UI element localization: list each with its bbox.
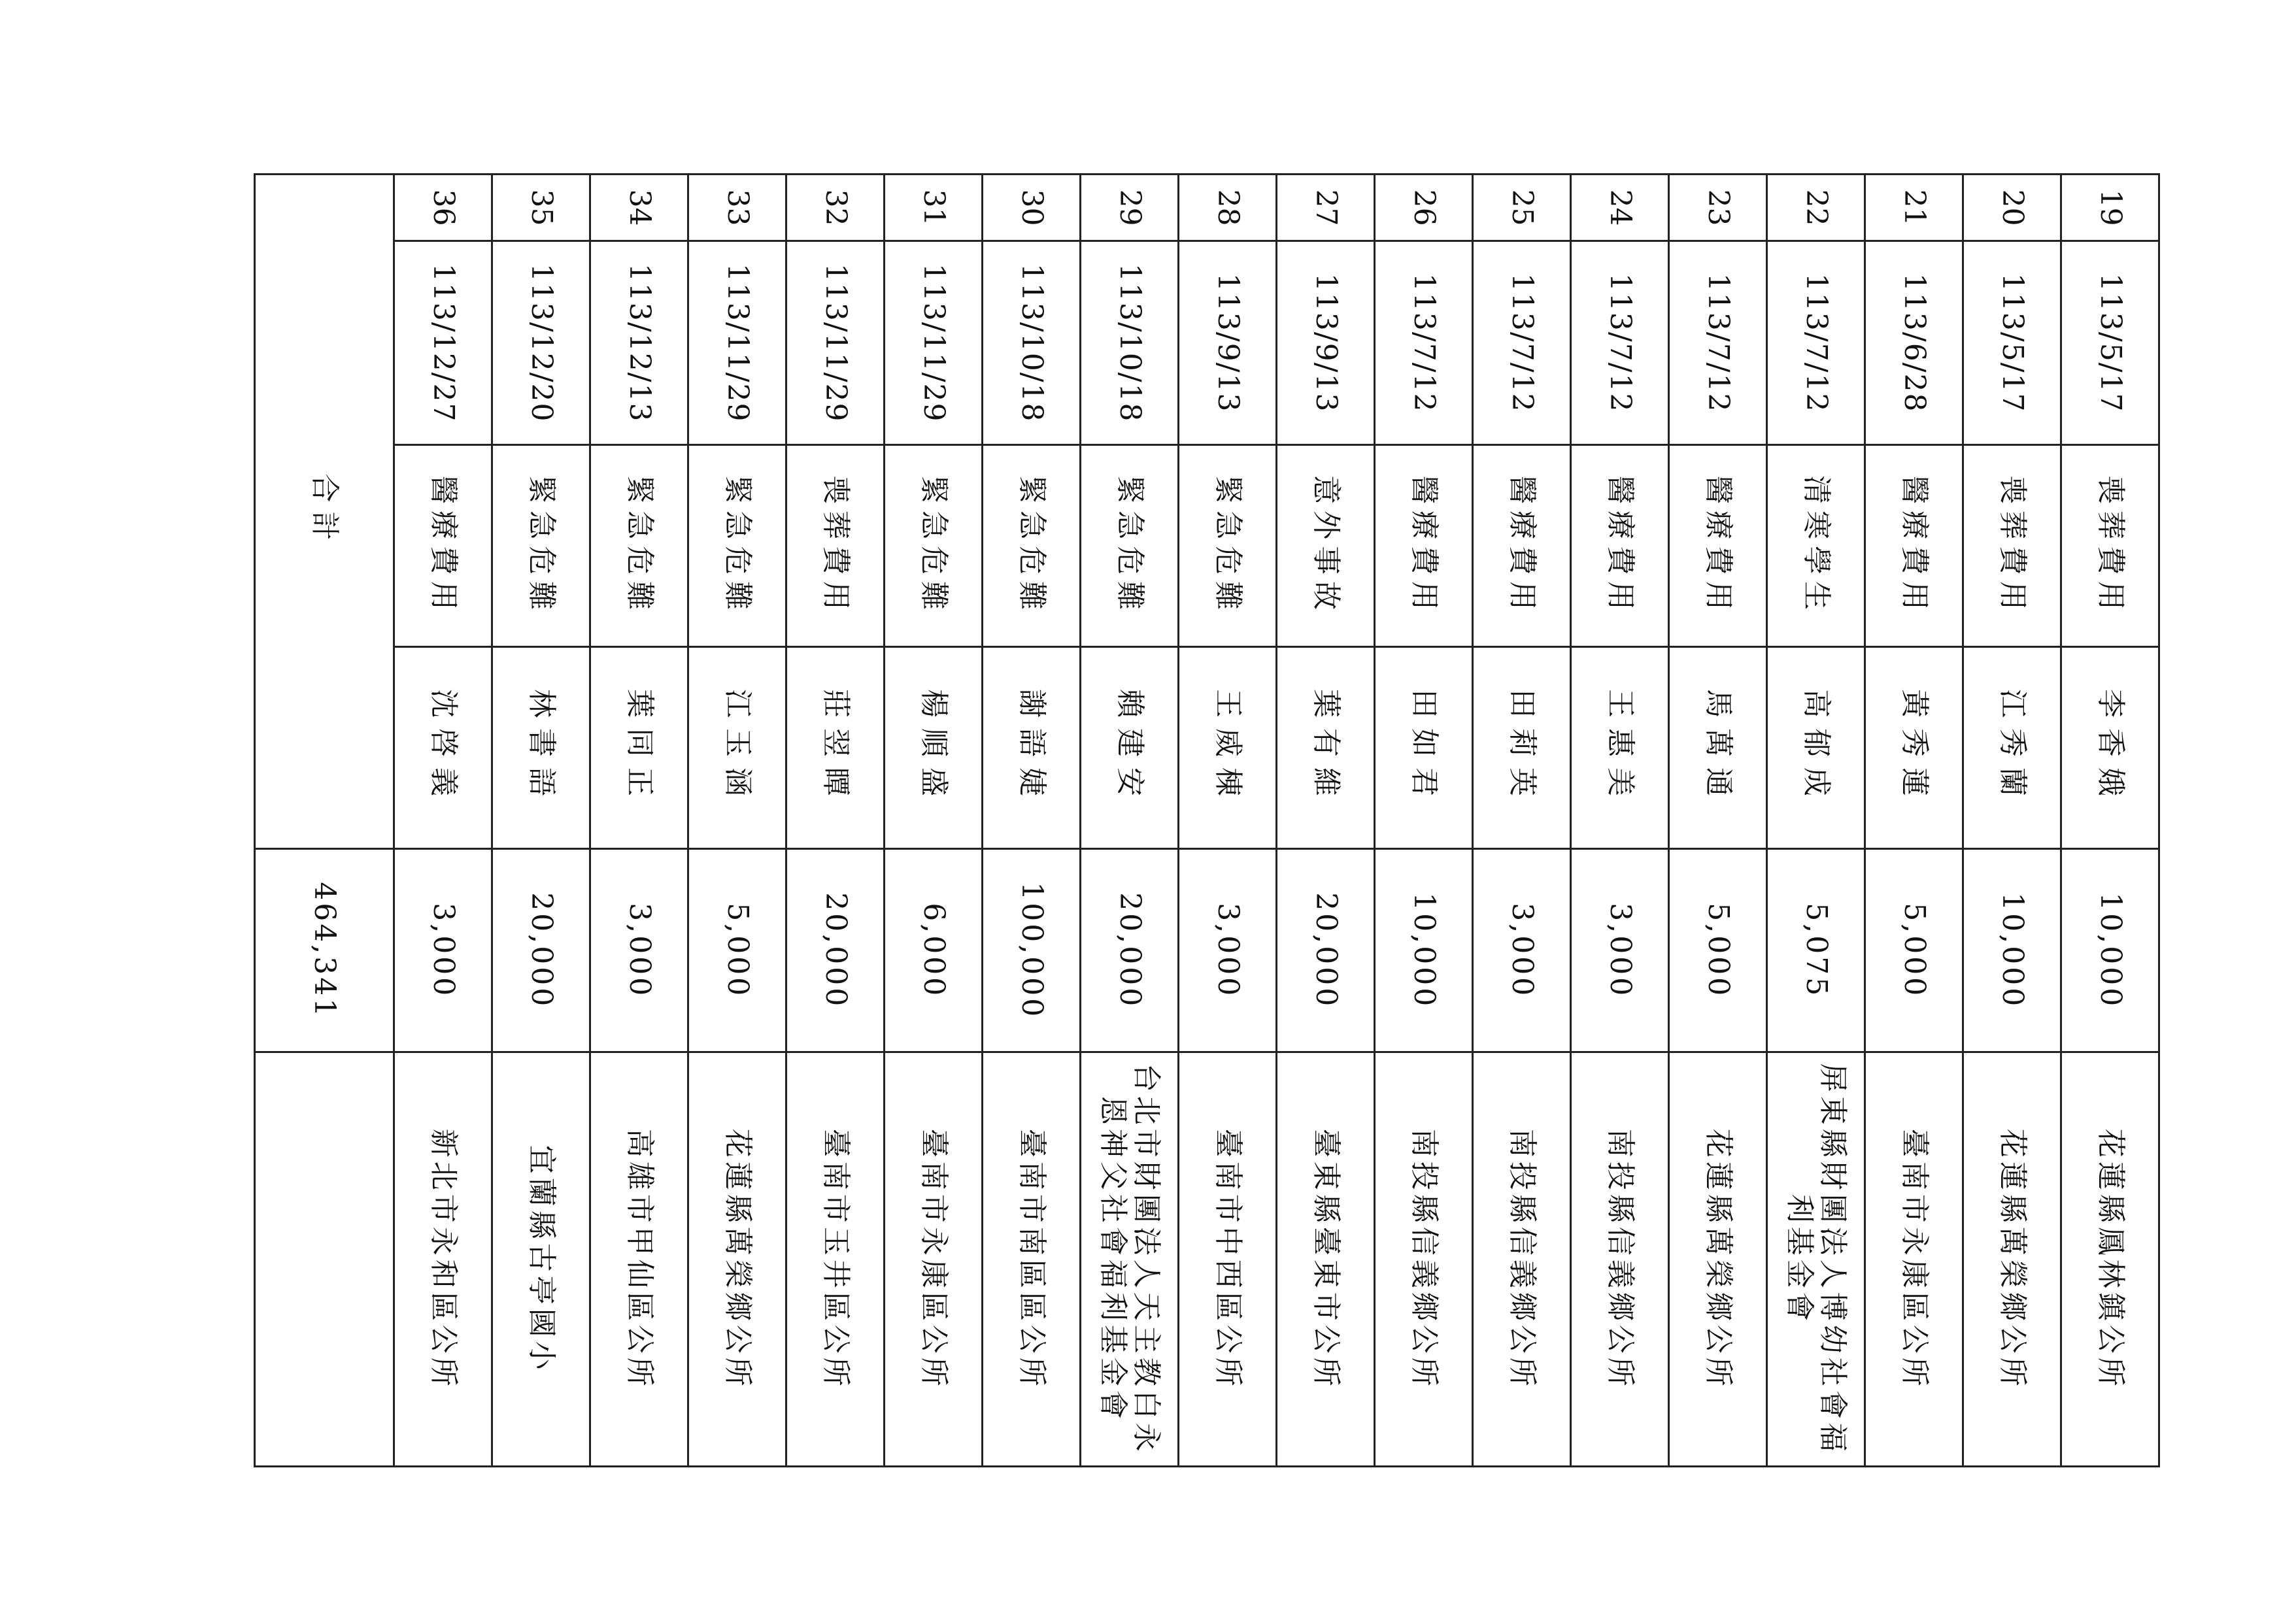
table-row [1179,175,1277,1467]
row-agency: 新北市永和區公所 [394,1052,492,1467]
row-recipient: 王威棟 [1179,647,1277,849]
row-amount: 3,000 [590,849,688,1052]
row-agency: 南投縣信義鄉公所 [1375,1052,1473,1467]
row-amount: 3,000 [1473,849,1571,1052]
row-number: 19 [2061,175,2159,241]
row-date: 113/6/28 [1865,241,1963,445]
row-agency: 南投縣信義鄉公所 [1571,1052,1669,1467]
row-category: 緊急危難 [1081,445,1179,647]
row-recipient: 田如君 [1375,647,1473,849]
row-number: 21 [1865,175,1963,241]
row-agency: 台北市財團法人天主教白永恩神父社會福利基金會 [1081,1052,1179,1467]
row-date: 113/7/12 [1571,241,1669,445]
table-row [1571,175,1669,1467]
row-recipient: 田莉英 [1473,647,1571,849]
row-number: 27 [1277,175,1375,241]
row-category: 喪葬費用 [2061,445,2159,647]
table-row [786,175,885,1467]
table-row [1767,175,1865,1467]
row-agency: 臺南市永康區公所 [1865,1052,1963,1467]
table-row [885,175,983,1467]
row-number: 24 [1571,175,1669,241]
row-category: 清寒學生 [1767,445,1865,647]
donation-table [254,173,2160,1467]
table-row [590,175,688,1467]
row-agency: 花蓮縣鳳林鎮公所 [2061,1052,2159,1467]
row-recipient: 江秀蘭 [1963,647,2061,849]
table-row [394,175,492,1467]
row-agency: 花蓮縣萬榮鄉公所 [1963,1052,2061,1467]
row-agency: 臺南市南區區公所 [983,1052,1081,1467]
row-category: 喪葬費用 [1963,445,2061,647]
row-date: 113/5/17 [2061,241,2159,445]
row-amount: 6,000 [885,849,983,1052]
row-number: 28 [1179,175,1277,241]
row-date: 113/11/29 [786,241,885,445]
table-row [1963,175,2061,1467]
row-date: 113/7/12 [1473,241,1571,445]
row-category: 緊急危難 [885,445,983,647]
row-agency: 花蓮縣萬榮鄉公所 [688,1052,786,1467]
total-amount: 464,341 [255,849,394,1052]
row-agency: 臺東縣臺東市公所 [1277,1052,1375,1467]
table-row [983,175,1081,1467]
row-number: 35 [492,175,590,241]
row-number: 20 [1963,175,2061,241]
row-recipient: 江玉涵 [688,647,786,849]
row-date: 113/9/13 [1277,241,1375,445]
table-row [2061,175,2159,1467]
row-amount: 20,000 [492,849,590,1052]
row-amount: 10,000 [1963,849,2061,1052]
row-amount: 10,000 [1375,849,1473,1052]
table-row [1669,175,1767,1467]
row-agency: 臺南市永康區公所 [885,1052,983,1467]
row-number: 31 [885,175,983,241]
row-category: 緊急危難 [1179,445,1277,647]
row-agency: 高雄市甲仙區公所 [590,1052,688,1467]
row-agency: 臺南市玉井區公所 [786,1052,885,1467]
row-amount: 100,000 [983,849,1081,1052]
row-category: 醫療費用 [1473,445,1571,647]
row-category: 意外事故 [1277,445,1375,647]
row-date: 113/11/29 [885,241,983,445]
row-recipient: 林書語 [492,647,590,849]
row-amount: 20,000 [786,849,885,1052]
row-date: 113/11/29 [688,241,786,445]
row-agency: 屏東縣財團法人博幼社會福利基金會 [1767,1052,1865,1467]
row-category: 緊急危難 [688,445,786,647]
row-recipient: 賴建安 [1081,647,1179,849]
row-number: 23 [1669,175,1767,241]
row-amount: 5,075 [1767,849,1865,1052]
total-row [255,175,394,1467]
row-date: 113/12/27 [394,241,492,445]
row-number: 26 [1375,175,1473,241]
row-number: 29 [1081,175,1179,241]
row-agency: 南投縣信義鄉公所 [1473,1052,1571,1467]
row-number: 25 [1473,175,1571,241]
table-row [1375,175,1473,1467]
row-category: 醫療費用 [1865,445,1963,647]
row-category: 醫療費用 [1375,445,1473,647]
total-label: 合計 [255,175,394,849]
row-agency: 宜蘭縣古亭國小 [492,1052,590,1467]
row-date: 113/9/13 [1179,241,1277,445]
row-date: 113/5/17 [1963,241,2061,445]
row-recipient: 高郁成 [1767,647,1865,849]
row-number: 22 [1767,175,1865,241]
table-row [492,175,590,1467]
row-amount: 5,000 [1865,849,1963,1052]
row-date: 113/7/12 [1767,241,1865,445]
row-amount: 3,000 [394,849,492,1052]
row-category: 醫療費用 [394,445,492,647]
row-number: 33 [688,175,786,241]
row-recipient: 謝語婕 [983,647,1081,849]
row-recipient: 葉同正 [590,647,688,849]
table-row [1277,175,1375,1467]
table-row [1473,175,1571,1467]
total-agency-empty [255,1052,394,1467]
row-category: 喪葬費用 [786,445,885,647]
donation-table-rotated [235,173,2160,1467]
row-date: 113/7/12 [1669,241,1767,445]
row-recipient: 黃秀蓮 [1865,647,1963,849]
row-date: 113/12/20 [492,241,590,445]
row-amount: 20,000 [1277,849,1375,1052]
row-amount: 20,000 [1081,849,1179,1052]
row-category: 緊急危難 [590,445,688,647]
row-amount: 3,000 [1571,849,1669,1052]
row-date: 113/12/13 [590,241,688,445]
row-recipient: 沈啓義 [394,647,492,849]
row-number: 30 [983,175,1081,241]
row-recipient: 葉有維 [1277,647,1375,849]
table-row [688,175,786,1467]
row-amount: 3,000 [1179,849,1277,1052]
row-number: 32 [786,175,885,241]
row-recipient: 王惠美 [1571,647,1669,849]
row-agency: 花蓮縣萬榮鄉公所 [1669,1052,1767,1467]
row-date: 113/7/12 [1375,241,1473,445]
row-date: 113/10/18 [983,241,1081,445]
row-category: 緊急危難 [983,445,1081,647]
row-amount: 5,000 [1669,849,1767,1052]
row-category: 醫療費用 [1669,445,1767,647]
table-row [1865,175,1963,1467]
row-date: 113/10/18 [1081,241,1179,445]
row-category: 醫療費用 [1571,445,1669,647]
table-row [1081,175,1179,1467]
row-recipient: 李香娥 [2061,647,2159,849]
row-recipient: 莊翌瞫 [786,647,885,849]
row-recipient: 馬萬通 [1669,647,1767,849]
row-category: 緊急危難 [492,445,590,647]
row-amount: 5,000 [688,849,786,1052]
row-number: 36 [394,175,492,241]
row-number: 34 [590,175,688,241]
row-agency: 臺南市中西區公所 [1179,1052,1277,1467]
row-recipient: 楊順盛 [885,647,983,849]
row-amount: 10,000 [2061,849,2159,1052]
